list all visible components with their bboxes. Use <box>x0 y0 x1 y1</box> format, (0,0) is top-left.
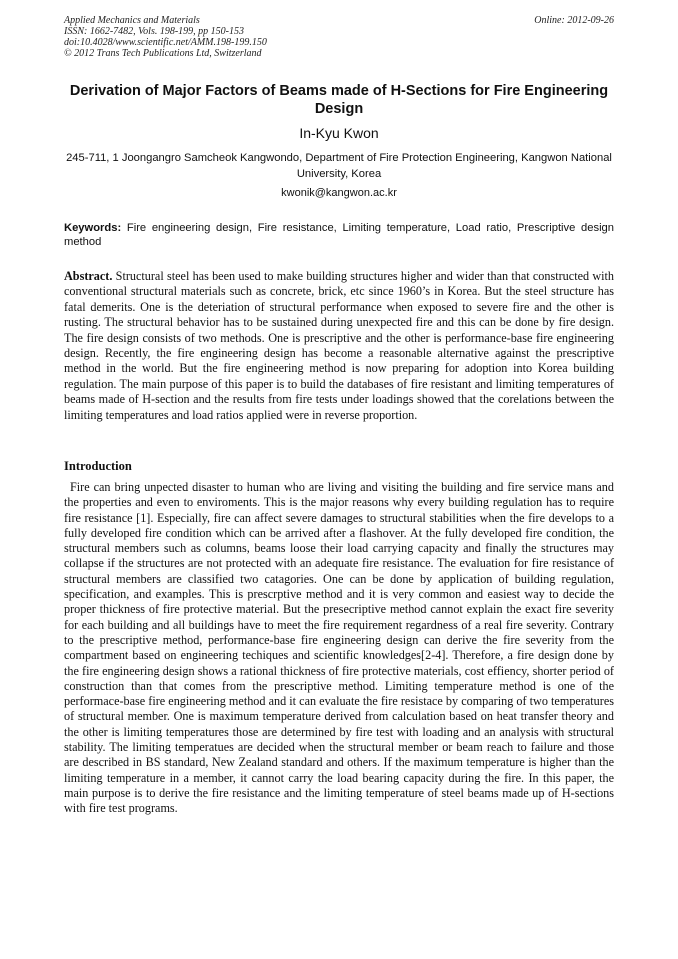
introduction-text: Fire can bring unpected disaster to human who are living and visiting the building and fire service mans and the properties and even to enviroments. This is the major reasons why every building regulation has to require fire resistance [1]. Especially, fire can affect severe damages to structural stabilities when the fire develops to a fully developed fire condition which can be arrived after a flashover. At the fully developed fire condition, the structural members such as columns, beams loose their load carrying capacity and finally the structures may collapse if the structures are not protected with an adequate fire resistance. The evaluation for fire resistance of structural members are classified two catagories. One can be done by application of building regulation, specification, and examples. This is prescrptive method and it is very common and easiest way to decide the proper thickness of fire protective material. But the presecriptive method cannot explain the exact fire severity for each building and all buildings have to meet the fire requirement regardness of a real fire severity. Contrary to the prescriptive method, performance-base fire engineering design can derive the fire severity from the compartment based on engineering techiques and scientific knowledges[2-4]. Therefore, a fire design done by the fire engineering design shows a rational thickness of fire protective materials, cost effiency, shorter period of construction than that comes from the prescriptive method. Limiting temperature method is one of the performace-base fire engineering method and it can evaluate the fire resistace by comparing of two temperatures of structural member. One is maximum temperature derived from calculation based on heat transfer theory and the other is limiting temperatures those are determined by fire test with loading and an analysis with structural stability. The limiting temperatues are decided when the structural member or beam reach to failure and those are described in BS standard, New Zealand standard and others. If the maximum temperature is higher than the limiting temperature in a member, it cannot carry the load bearing capacity during the fire. In this paper, the main purpose is to derive the fire resistance and the limiting temperature of steel beams made up of H-sections with fire test programs. <box>64 480 614 816</box>
journal-header <box>64 15 614 59</box>
author-name: In-Kyu Kwon <box>299 125 379 141</box>
author-affiliation: 245-711, 1 Joongangro Samcheok Kangwondo, Department of Fire Protection Engineering, Kangwon National University, Korea <box>66 152 612 180</box>
introduction-heading: Introduction <box>64 459 132 473</box>
copyright-line: © 2012 Trans Tech Publications Ltd, Switzerland <box>64 48 262 59</box>
issn-line: ISSN: 1662-7482, Vols. 198-199, pp 150-153 <box>64 26 244 37</box>
author-email: kwonik@kangwon.ac.kr <box>281 187 397 199</box>
doi-line: doi:10.4028/www.scientific.net/AMM.198-199.150 <box>64 37 267 48</box>
keywords-label: Keywords: <box>64 222 122 234</box>
journal-name: Applied Mechanics and Materials <box>64 15 200 26</box>
keywords-text: Fire engineering design, Fire resistance, Limiting temperature, Load ratio, Prescriptive design method <box>64 222 615 248</box>
paper-title: Derivation of Major Factors of Beams made of H-Sections for Fire Engineering Design <box>69 83 609 117</box>
keywords-section <box>64 221 614 249</box>
abstract-text: Structural steel has been used to make building structures higher and wider than that constructed with conventional structural materials such as concrete, brick, etc since 1960’s in Korea. But the steel structure has fatal demerits. One is the deteriation of structural performance when exposed to severe fire and the other is rusting. The structural behavior has to be sustained during unexpected fire and this can be done by fire design. The fire design consists of two methods. One is prescriptive and the other is performance-base fire engineering design. Recently, the fire engineering design has become a reasonable alternative against the prescriptive method in the world. But the fire engineering method is now preparing for adoption into Korea building regulation. The main purpose of this paper is to build the databases of fire resistant and limiting temperatures of beams made of H-section and the results from fire tests under loadings showed that the corelations between the limiting temperatures and load ratios applied were in reverse proportion. <box>64 269 615 422</box>
abstract-section <box>64 269 614 423</box>
online-date: Online: 2012-09-26 <box>534 15 614 26</box>
abstract-label: Abstract. <box>64 269 113 283</box>
